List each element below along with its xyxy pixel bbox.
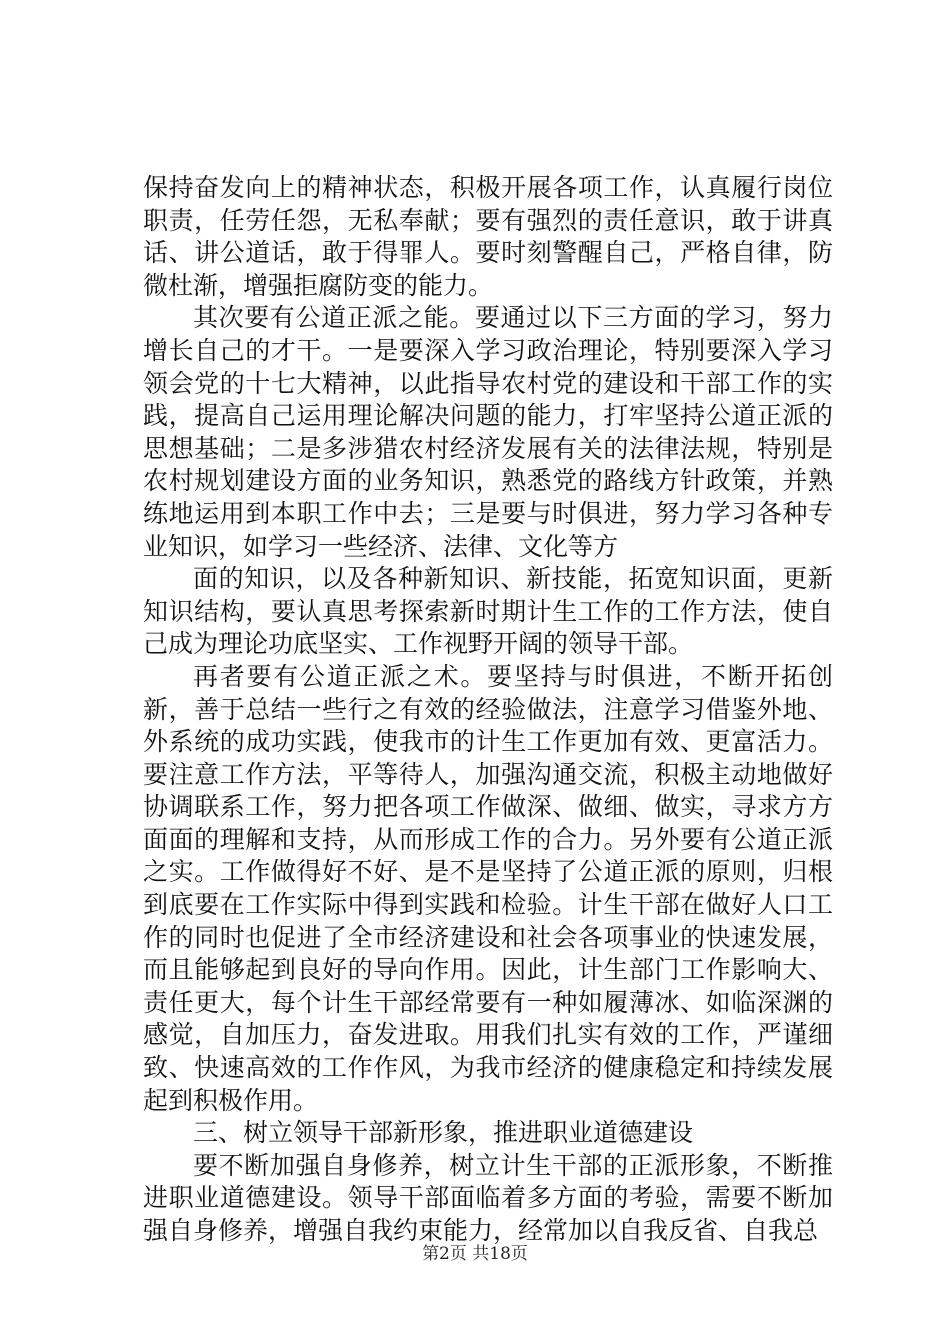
document-body	[143, 172, 833, 1248]
paragraph-5: 要不断加强自身修养，树立计生干部的正派形象，不断推进职业道德建设。领导干部面临着多方面的考验，需要不断加强自身修养，增强自我约束能力，经常加以自我反省、自我总	[143, 1150, 833, 1245]
page-number-footer: 第2页 共18页	[422, 1244, 528, 1264]
section-heading: 三、树立领导干部新形象，推进职业道德建设	[193, 1118, 694, 1148]
paragraph-3: 面的知识，以及各种新知识、新技能，拓宽知识面，更新知识结构，要认真思考探索新时期计生工作的工作方法，使自己成为理论功底坚实、工作视野开阔的领导干部。	[143, 564, 833, 659]
paragraph-4: 再者要有公道正派之术。要坚持与时俱进，不断开拓创新，善于总结一些行之有效的经验做法，注意学习借鉴外地、外系统的成功实践，使我市的计生工作更加有效、更富活力。要注意工作方法，平等待人，加强沟通交流，积极主动地做好协调联系工作，努力把各项工作做深、做细、做实，寻求方方面面的理解和支持，从而形成工作的合力。另外要有公道正派之实。工作做得好不好、是不是坚持了公道正派的原则，归根到底要在工作实际中得到实践和检验。计生干部在做好人口工作的同时也促进了全市经济建设和社会各项事业的快速发展，而且能够起到良好的导向作用。因此，计生部门工作影响大、责任更大，每个计生干部经常要有一种如履薄冰、如临深渊的感觉，自加压力，奋发进取。用我们扎实有效的工作，严谨细致、快速高效的工作作风，为我市经济的健康稳定和持续发展起到积极作用。	[143, 661, 833, 1115]
paragraph-2: 其次要有公道正派之能。要通过以下三方面的学习，努力增长自己的才干。一是要深入学习政治理论，特别要深入学习领会党的十七大精神，以此指导农村党的建设和干部工作的实践，提高自己运用理论解决问题的能力，打牢坚持公道正派的思想基础；二是多涉猎农村经济发展有关的法律法规，特别是农村规划建设方面的业务知识，熟悉党的路线方针政策，并熟练地运用到本职工作中去；三是要与时俱进，努力学习各种专业知识，如学习一些经济、法律、文化等方	[143, 303, 833, 561]
paragraph-1: 保持奋发向上的精神状态，积极开展各项工作，认真履行岗位职责，任劳任怨，无私奉献；要有强烈的责任意识，敢于讲真话、讲公道话，敢于得罪人。要时刻警醒自己，严格自律，防微杜渐，增强拒腐防变的能力。	[143, 173, 833, 300]
